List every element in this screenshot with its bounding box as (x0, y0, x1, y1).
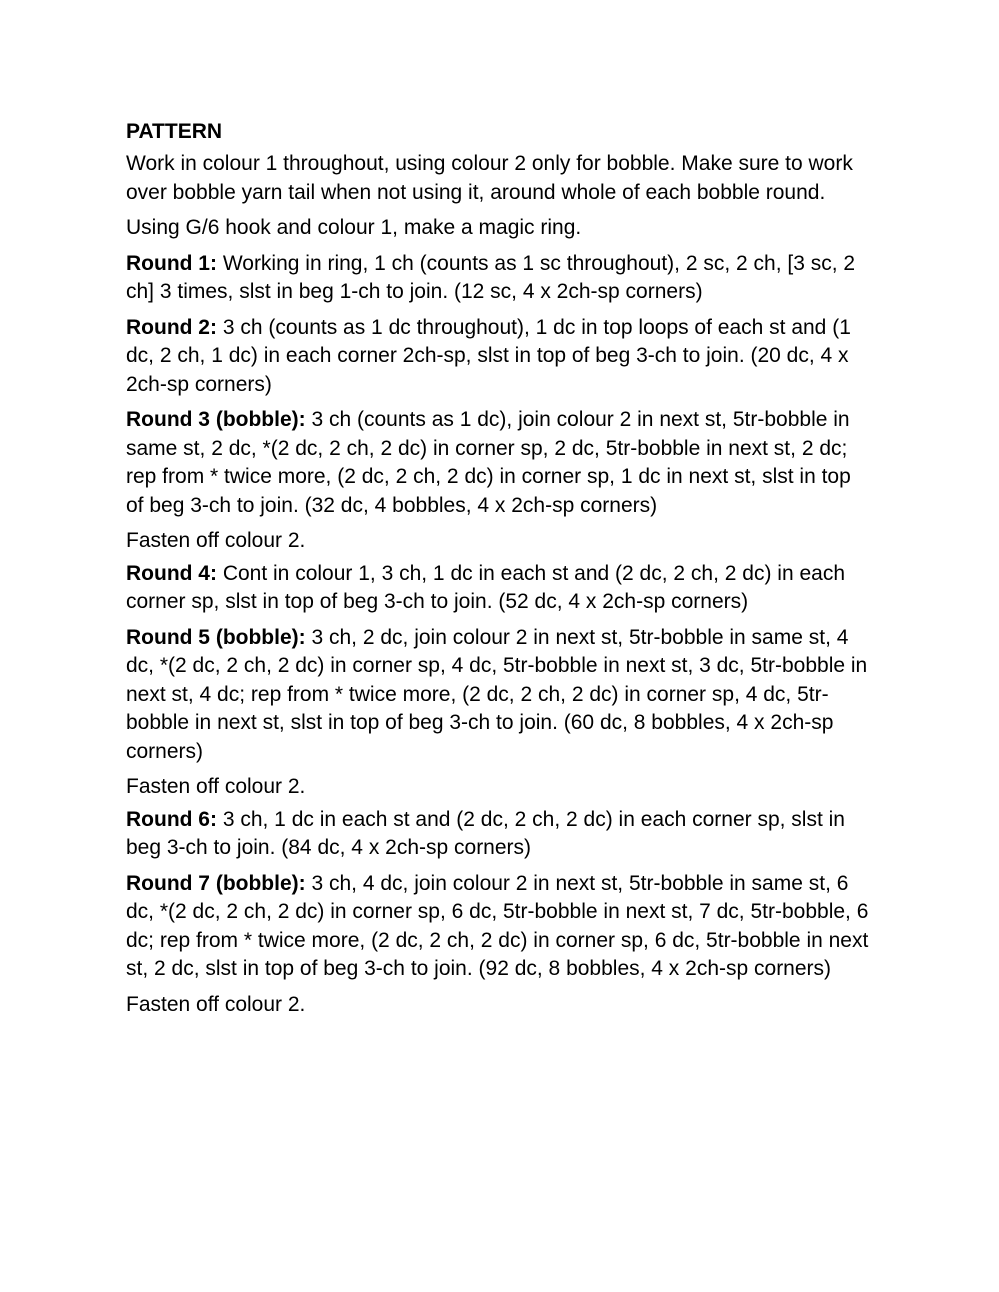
paragraph-text: Cont in colour 1, 3 ch, 1 dc in each st and (2 dc, 2 ch, 2 dc) in each corner sp, slst in top of beg 3-ch to join. (52 dc, 4 x 2ch-sp corners) (126, 561, 846, 613)
paragraph-fasten-off-2 (126, 773, 871, 802)
paragraph-text: Using G/6 hook and colour 1, make a magic ring. (126, 216, 582, 239)
round-label: Round 2: (126, 315, 217, 339)
paragraph-round-5 (126, 624, 871, 767)
paragraph-round-4 (126, 560, 871, 617)
round-label: Round 4: (126, 561, 217, 585)
paragraph-text: 3 ch (counts as 1 dc), join colour 2 in next st, 5tr-bobble in same st, 2 dc, *(2 dc, 2 ch, 2 dc) in corner sp, 2 dc, 5tr-bobble in next st, 2 dc; rep from * twice more, (2 dc, 2 ch, 2 dc) in corner sp, 1 dc in next st, slst in top of beg 3-ch to join. (32 dc, 4 bobbles, 4 x 2ch-sp corners) (126, 408, 851, 517)
paragraph-intro (126, 150, 871, 207)
round-label: Round 1: (126, 251, 217, 275)
paragraph-fasten-off-3 (126, 991, 871, 1020)
paragraph-text: 3 ch (counts as 1 dc throughout), 1 dc in top loops of each st and (1 dc, 2 ch, 1 dc) in each corner 2ch-sp, slst in top of beg 3-ch to join. (20 dc, 4 x 2ch-sp corners) (126, 315, 851, 396)
paragraph-text: Fasten off colour 2. (126, 529, 306, 552)
paragraph-round-3 (126, 406, 871, 520)
paragraph-text: Fasten off colour 2. (126, 775, 306, 798)
paragraph-round-7 (126, 870, 871, 984)
paragraph-round-2 (126, 314, 871, 400)
paragraph-text: Fasten off colour 2. (126, 992, 306, 1016)
paragraph-text: Work in colour 1 throughout, using colour 2 only for bobble. Make sure to work over bobble yarn tail when not using it, around whole of each bobble round. (126, 152, 853, 204)
paragraph-magic-ring (126, 214, 871, 243)
paragraph-round-6 (126, 806, 871, 863)
paragraph-text: 3 ch, 2 dc, join colour 2 in next st, 5tr-bobble in same st, 4 dc, *(2 dc, 2 ch, 2 dc) in corner sp, 4 dc, 5tr-bobble in next st, 3 dc, 5tr-bobble in next st, 4 dc; rep from * twice more, (2 dc, 2 ch, 2 dc) in corner sp, 4 dc, 5tr-bobble in next st, slst in top of beg 3-ch to join. (60 dc, 8 bobbles, 4 x 2ch-sp corners) (126, 625, 868, 763)
paragraph-fasten-off-1 (126, 527, 871, 556)
round-label: Round 6: (126, 807, 217, 831)
document-page (126, 118, 871, 1023)
paragraph-round-1 (126, 250, 871, 307)
section-heading: PATTERN (126, 120, 223, 143)
round-label: Round 3 (bobble): (126, 408, 306, 431)
round-label: Round 7 (bobble): (126, 871, 306, 895)
round-label: Round 5 (bobble): (126, 625, 306, 649)
paragraph-text: Working in ring, 1 ch (counts as 1 sc throughout), 2 sc, 2 ch, [3 sc, 2 ch] 3 times, slst in beg 1-ch to join. (12 sc, 4 x 2ch-sp corners) (126, 251, 856, 303)
paragraph-text: 3 ch, 4 dc, join colour 2 in next st, 5tr-bobble in same st, 6 dc, *(2 dc, 2 ch, 2 dc) in corner sp, 6 dc, 5tr-bobble in next st, 7 dc, 5tr-bobble, 6 dc; rep from * twice more, (2 dc, 2 ch, 2 dc) in corner sp, 6 dc, 5tr-bobble in next st, 2 dc, slst in top of beg 3-ch to join. (92 dc, 8 bobbles, 4 x 2ch-sp corners) (126, 871, 869, 980)
paragraph-text: 3 ch, 1 dc in each st and (2 dc, 2 ch, 2 dc) in each corner sp, slst in beg 3-ch to join. (84 dc, 4 x 2ch-sp corners) (126, 807, 845, 859)
